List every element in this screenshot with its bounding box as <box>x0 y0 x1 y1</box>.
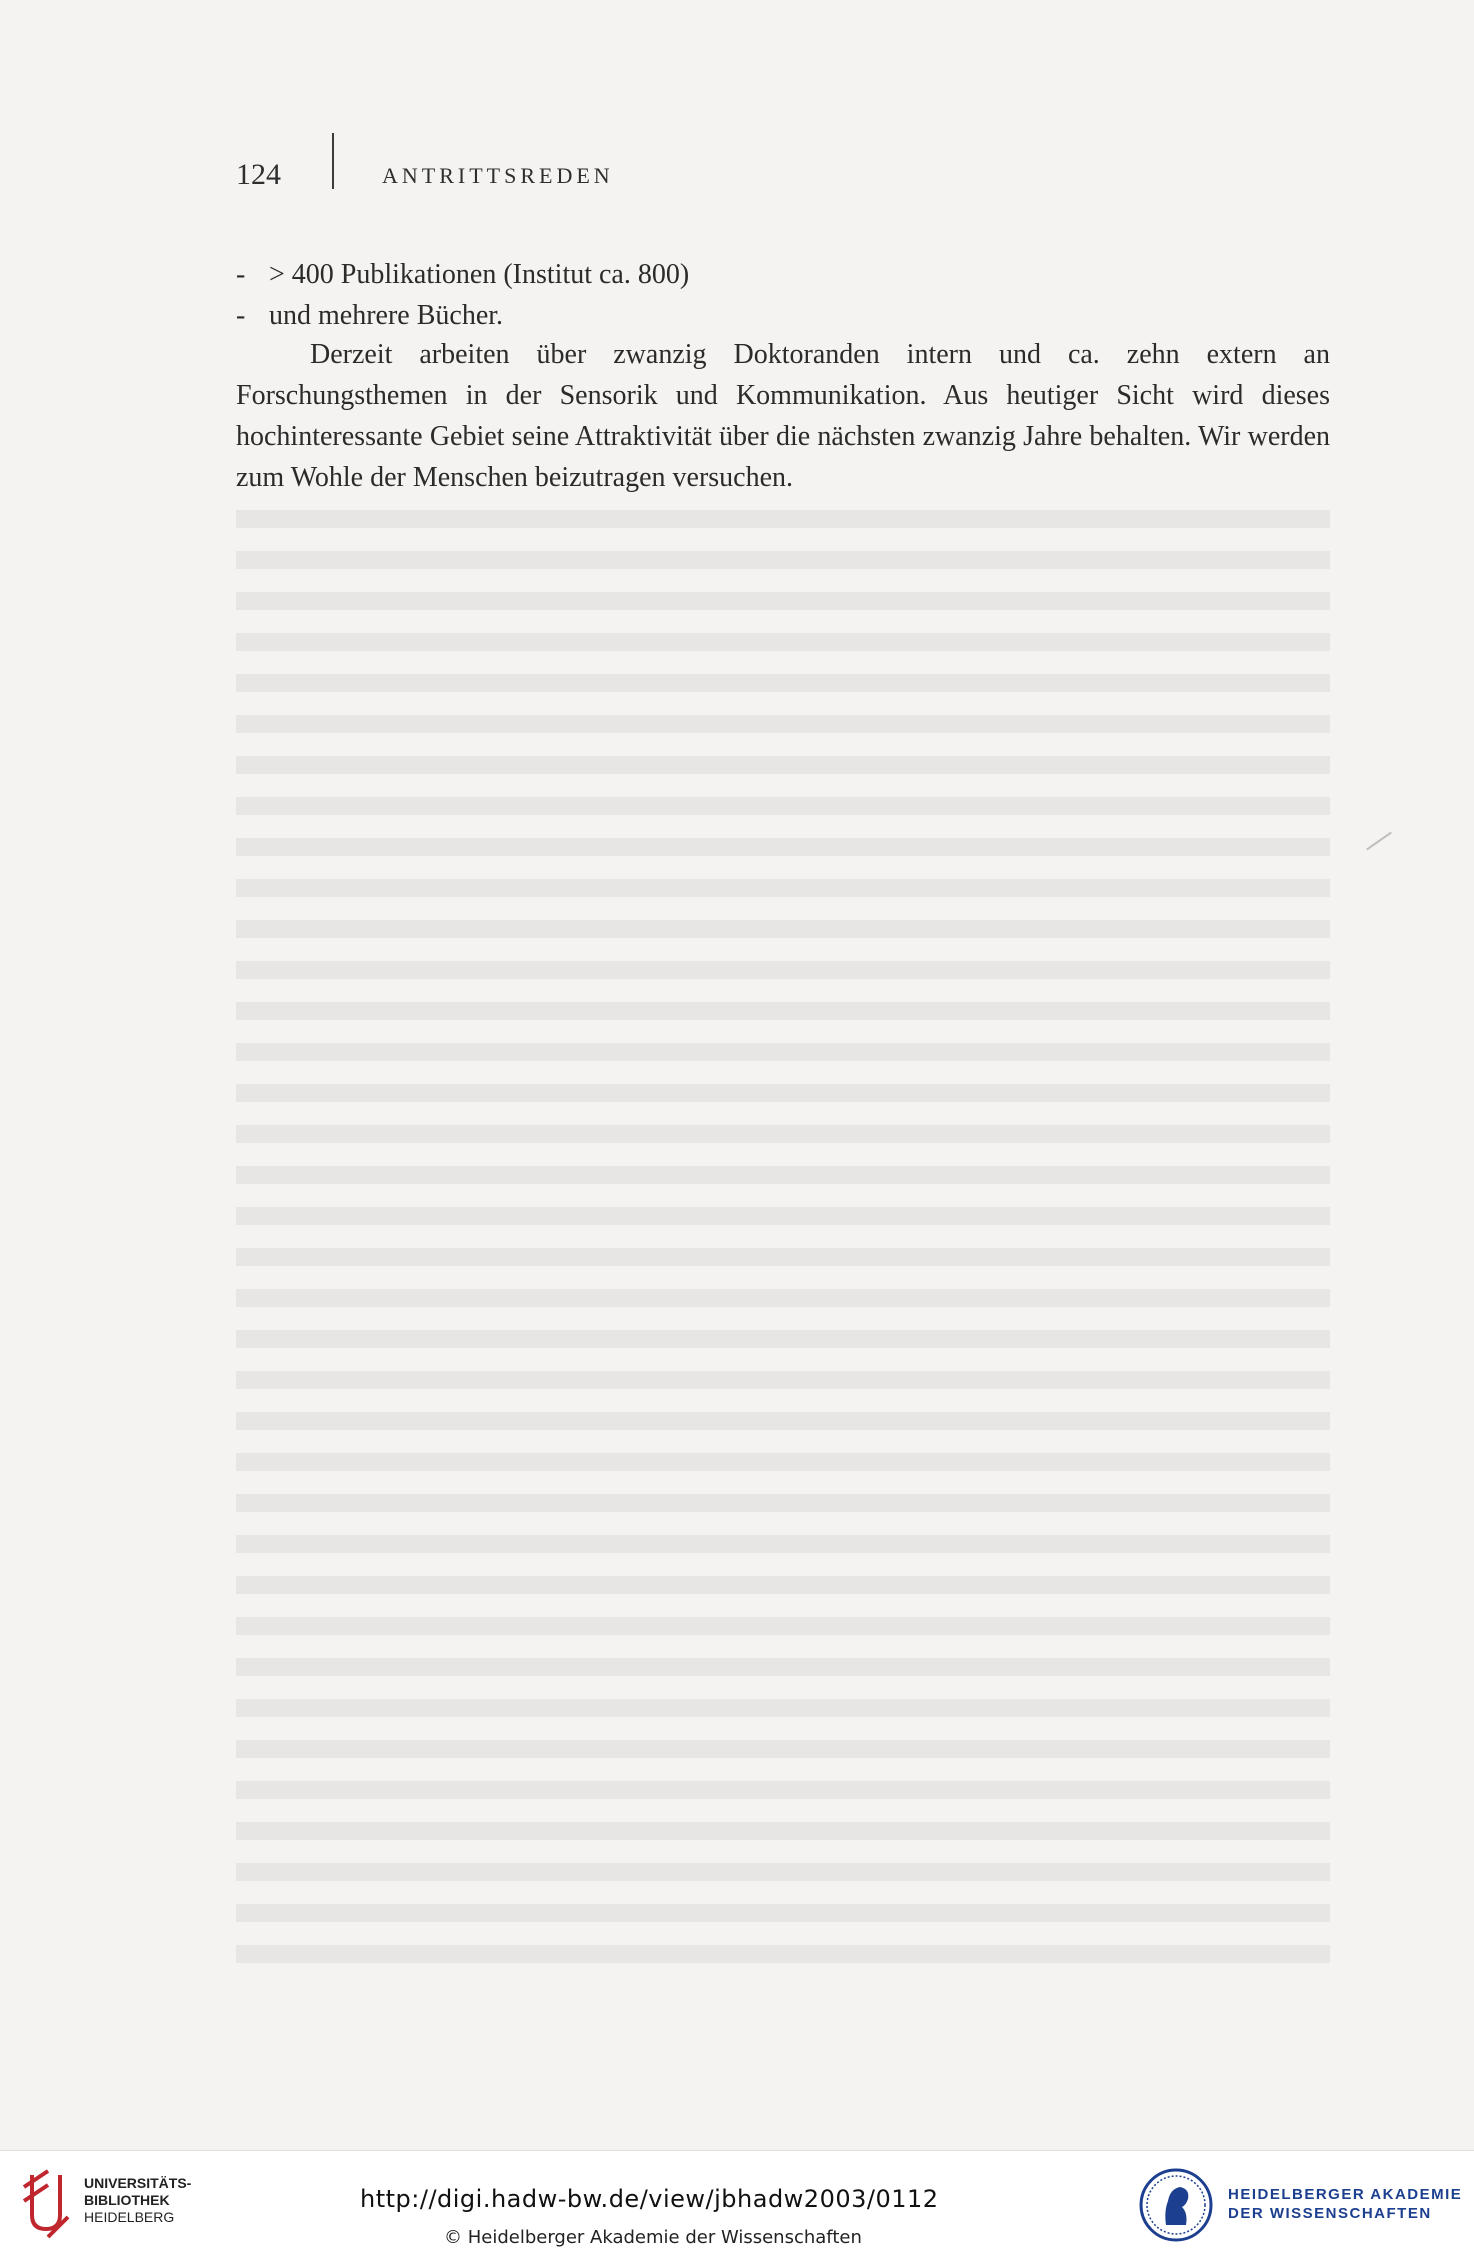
page-edge-mark <box>1366 832 1392 851</box>
ub-line-2: BIBLIOTHEK <box>84 2192 170 2208</box>
page-number: 124 <box>236 158 281 191</box>
copyright-notice: © Heidelberger Akademie der Wissenschaften <box>444 2227 862 2248</box>
bullet-list <box>236 254 1330 336</box>
bullet-dash: - <box>236 300 246 331</box>
hadw-wordmark[interactable] <box>1228 2185 1462 2223</box>
ub-line-3: HEIDELBERG <box>84 2209 175 2225</box>
header-divider <box>332 133 334 189</box>
permalink-url[interactable]: http://digi.hadw-bw.de/view/jbhadw2003/0112 <box>360 2185 939 2213</box>
show-through-texture <box>236 500 1330 1980</box>
list-item <box>236 295 1330 336</box>
body-paragraph: Derzeit arbeiten über zwanzig Doktoranden intern und ca. zehn extern an Forschungsthemen in der Sensorik und Kommunikation. Aus heutiger Sicht wird dieses hochinteressante Gebiet seine Attraktivität über die nächsten zwanzig Jahre behalten. Wir werden zum Wohle der Menschen beizutragen versuchen. <box>236 339 1330 493</box>
list-item <box>236 254 1330 295</box>
ub-line-1: UNIVERSITÄTS- <box>84 2175 192 2191</box>
hadw-line-2: DER WISSENSCHAFTEN <box>1228 2205 1432 2222</box>
ub-heidelberg-logo-icon[interactable] <box>18 2167 74 2239</box>
hadw-seal-logo-icon[interactable] <box>1138 2167 1214 2243</box>
ub-heidelberg-wordmark[interactable] <box>84 2175 191 2226</box>
bullet-text: > 400 Publikationen (Institut ca. 800) <box>269 259 690 290</box>
hadw-line-1: HEIDELBERGER AKADEMIE <box>1228 2186 1463 2203</box>
bullet-dash: - <box>236 259 246 290</box>
section-title: ANTRITTSREDEN <box>382 163 614 188</box>
bullet-text: und mehrere Bücher. <box>269 300 504 331</box>
running-head <box>236 158 328 192</box>
footer-bar <box>0 2150 1474 2259</box>
